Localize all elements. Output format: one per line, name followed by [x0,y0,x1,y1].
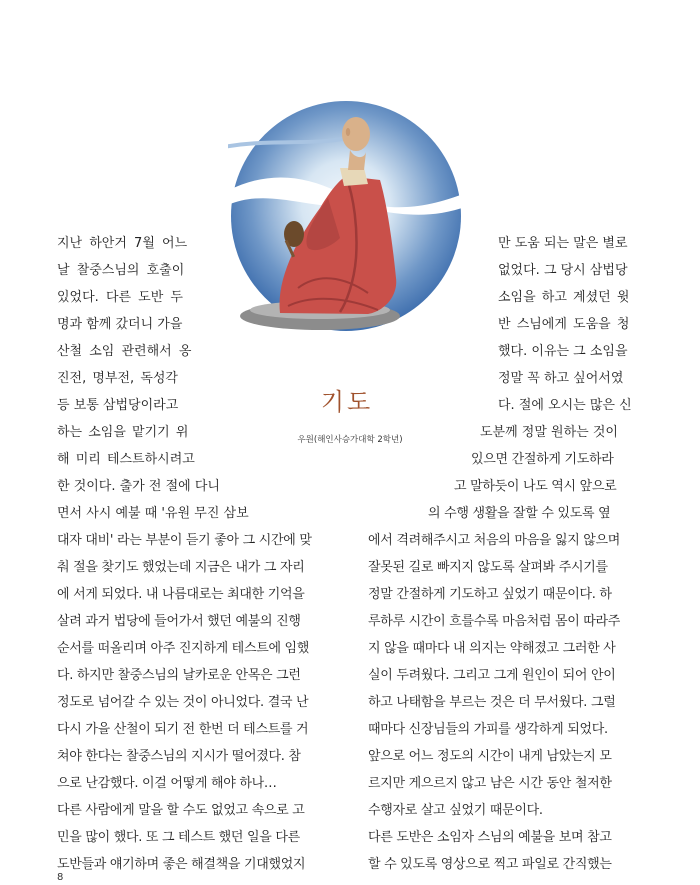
monk-illustration [228,88,468,338]
text-line: 있으면 간절하게 기도하라 [471,452,614,467]
text-line: 했다. 이유는 그 소임을 [498,344,628,359]
text-line: 한 것이다. 출가 전 절에 다니 [57,479,220,494]
text-line: 에서 격려해주시고 처음의 마음을 잃지 않으며 [368,533,621,548]
text-line: 의 수행 생활을 잘할 수 있도록 옆 [428,506,611,521]
text-line: 다른 도반은 소임자 스님의 예불을 보며 참고 [368,830,612,845]
text-line: 정말 간절하게 기도하고 싶었기 때문이다. 하 [368,587,612,602]
text-line: 반 스님에게 도움을 청 [498,317,630,332]
text-line: 하고 나태함을 부르는 것은 더 무서웠다. 그럴 [368,695,616,710]
text-line: 다시 가을 산철이 되기 전 한번 더 테스트를 거 [57,722,309,737]
text-line: 수행자로 살고 싶었기 때문이다. [368,803,543,818]
text-line: 루하루 시간이 흐를수록 마음처럼 몸이 따라주 [368,614,621,629]
text-line: 산철 소임 관련해서 옹 [57,344,192,359]
text-line: 해 미리 테스트하시려고 [57,452,195,467]
text-line: 도반들과 얘기하며 좋은 해결책을 기대했었지 [57,857,306,872]
text-line: 있었다. 다른 도반 두 [57,290,183,305]
text-line: 정말 꼭 하고 싶어서였 [498,371,624,386]
text-line: 진전, 명부전, 독성각 [57,371,178,386]
text-line: 르지만 게으르지 않고 남은 시간 동안 철저한 [368,776,612,791]
text-line: 도분께 정말 원하는 것이 [480,425,618,440]
text-line: 할 수 있도록 영상으로 찍고 파일로 간직했는 [368,857,612,872]
text-line: 실이 두려웠다. 그리고 그게 원인이 되어 안이 [368,668,616,683]
text-line: 대자 대비' 라는 부분이 듣기 좋아 그 시간에 맞 [57,533,312,548]
text-line: 명과 함께 갔더니 가을 [57,317,183,332]
text-line: 으로 난감했다. 이걸 어떻게 해야 하나… [57,776,277,791]
text-line: 다. 절에 오시는 많은 신 [498,398,632,413]
text-line: 에 서게 되었다. 내 나름대로는 최대한 기억을 [57,587,305,602]
text-line: 잘못된 길로 빠지지 않도록 살펴봐 주시기를 [368,560,608,575]
text-line: 만 도움 되는 말은 별로 [498,236,628,251]
article-title: 기도 [320,388,374,416]
text-line: 소임을 하고 계셨던 윗 [498,290,630,305]
text-line: 지난 하안거 7월 어느 [57,236,188,251]
text-line: 정도로 넘어갈 수 있는 것이 아니었다. 결국 난 [57,695,309,710]
text-line: 면서 사시 예불 때 '유원 무진 삼보 [57,506,249,521]
text-line: 살려 과거 법당에 들어가서 했던 예불의 진행 [57,614,301,629]
text-line: 춰 절을 찾기도 했었는데 지금은 내가 그 자리 [57,560,305,575]
text-line: 앞으로 어느 정도의 시간이 내게 남았는지 모 [368,749,612,764]
text-line: 민을 많이 했다. 또 그 테스트 했던 일을 다른 [57,830,300,845]
text-line: 때마다 신장님들의 가피를 생각하게 되었다. [368,722,608,737]
text-line: 순서를 떠올리며 아주 진지하게 테스트에 임했 [57,641,310,656]
text-line: 하는 소임을 맡기기 위 [57,425,189,440]
text-line: 쳐야 한다는 찰중스님의 지시가 떨어졌다. 참 [57,749,301,764]
text-line: 다른 사람에게 말을 할 수도 없었고 속으로 고 [57,803,305,818]
text-line: 지 않을 때마다 내 의지는 약해졌고 그러한 사 [368,641,616,656]
text-line: 고 말하듯이 나도 역시 앞으로 [454,479,617,494]
text-line: 없었다. 그 당시 삼법당 [498,263,628,278]
author-byline: 우원(해인사승가대학 2학년) [297,435,403,445]
page-number: 8 [57,872,64,883]
text-line: 날 찰중스님의 호출이 [57,263,185,278]
text-line: 등 보통 삼법당이라고 [57,398,179,413]
text-line: 다. 하지만 찰중스님의 날카로운 안목은 그런 [57,668,301,683]
